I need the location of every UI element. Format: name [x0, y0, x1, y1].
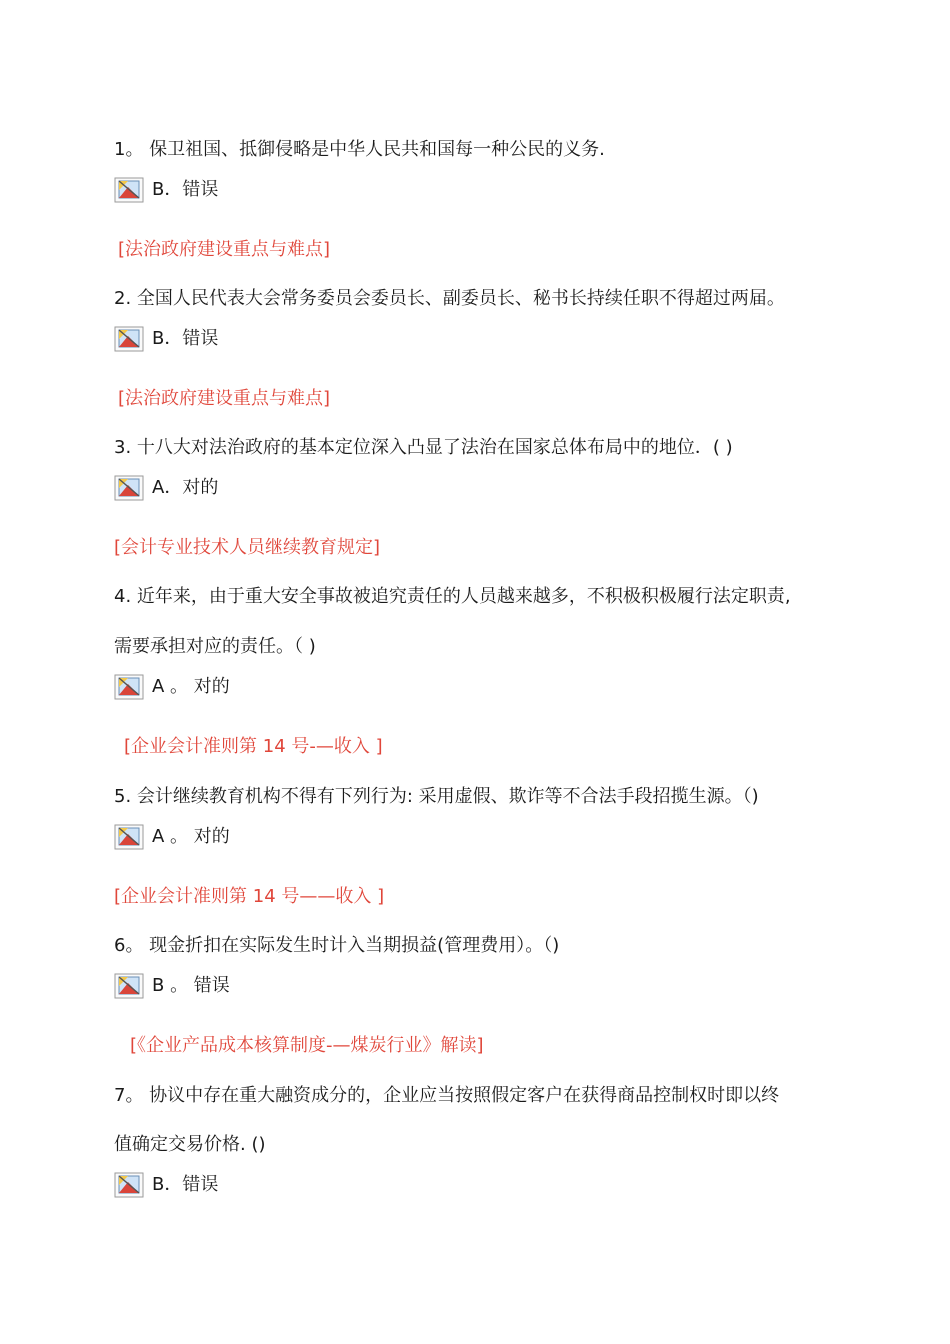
category-label: [法治政府建设重点与难点]: [118, 239, 331, 260]
broken-image-icon: [114, 674, 144, 700]
question-1-text: 1。 保卫祖国、抵御侵略是中华人民共和国每一种公民的义务.: [114, 139, 605, 160]
answer-text: B．错误: [152, 179, 219, 200]
broken-image-icon: [114, 326, 144, 352]
question-3-text: 3. 十八大对法治政府的基本定位深入凸显了法治在国家总体布局中的地位．( ): [114, 437, 733, 458]
category-label: [企业会计准则第 14 号——收入 ]: [114, 886, 385, 907]
question-3-answer: [114, 474, 218, 502]
answer-text: B 。 错误: [152, 975, 230, 996]
question-5-text: 5. 会计继续教育机构不得有下列行为: 采用虚假、欺诈等不合法手段招揽生源。（): [114, 786, 759, 807]
question-7-text-line-1: 7。 协议中存在重大融资成分的，企业应当按照假定客户在获得商品控制权时即以终: [114, 1085, 780, 1106]
broken-image-icon: [114, 475, 144, 501]
answer-text: B．错误: [152, 328, 219, 349]
question-2-answer: [114, 325, 218, 353]
broken-image-icon: [114, 177, 144, 203]
category-label: [法治政府建设重点与难点]: [118, 388, 331, 409]
question-2-text: 2. 全国人民代表大会常务委员会委员长、副委员长、秘书长持续任职不得超过两届。: [114, 288, 785, 309]
question-1-answer: [114, 176, 218, 204]
category-label: [会计专业技术人员继续教育规定]: [114, 537, 381, 558]
question-6-answer: [114, 972, 230, 1000]
question-4-text-line-1: 4. 近年来，由于重大安全事故被追究责任的人员越来越多，不积极积极履行法定职责,: [114, 586, 791, 607]
question-6-text: 6。 现金折扣在实际发生时计入当期损益(管理费用）。（): [114, 935, 560, 956]
question-7-text-line-2: 值确定交易价格. (): [114, 1134, 266, 1155]
answer-text: A 。 对的: [152, 676, 230, 697]
category-label: [《企业产品成本核算制度-—煤炭行业》解读]: [130, 1035, 484, 1056]
answer-text: A 。 对的: [152, 826, 230, 847]
question-4-answer: [114, 673, 230, 701]
answer-text: B．错误: [152, 1174, 219, 1195]
category-label: [企业会计准则第 14 号-—收入 ]: [124, 736, 383, 757]
question-5-answer: [114, 823, 230, 851]
question-4-text-line-2: 需要承担对应的责任。（ ): [114, 636, 316, 657]
question-7-answer: [114, 1171, 218, 1199]
broken-image-icon: [114, 1172, 144, 1198]
broken-image-icon: [114, 824, 144, 850]
broken-image-icon: [114, 973, 144, 999]
answer-text: A．对的: [152, 477, 219, 498]
